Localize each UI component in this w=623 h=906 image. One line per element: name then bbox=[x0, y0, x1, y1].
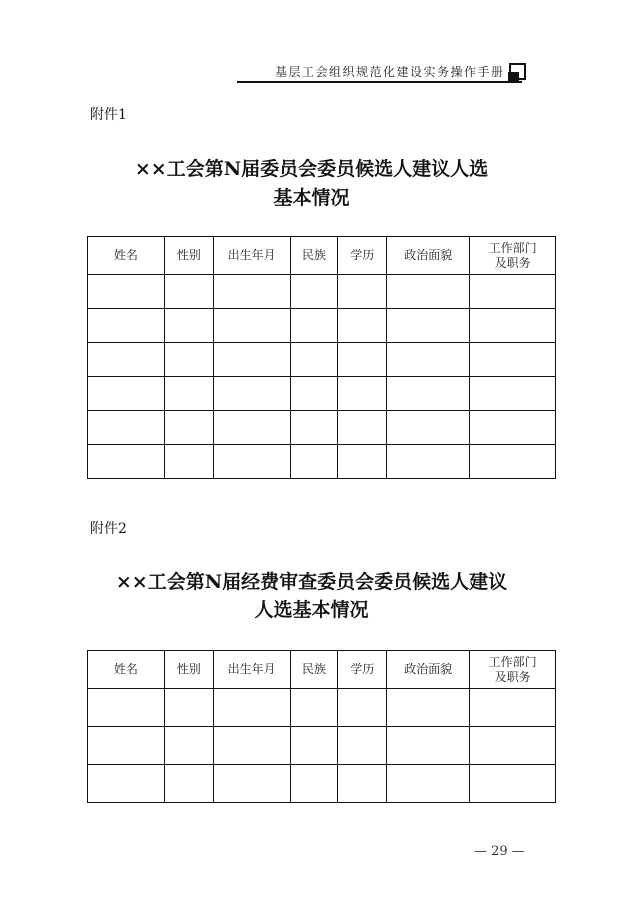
col-ethnicity: 民族 bbox=[290, 237, 338, 275]
table-row bbox=[88, 411, 556, 445]
table-cell[interactable] bbox=[88, 411, 165, 445]
table-cell[interactable] bbox=[470, 765, 556, 803]
header-rule bbox=[237, 81, 522, 83]
table-header-row bbox=[88, 651, 556, 689]
table-cell[interactable] bbox=[387, 765, 470, 803]
col-ethnicity: 民族 bbox=[290, 651, 338, 689]
table-cell[interactable] bbox=[387, 309, 470, 343]
table-cell[interactable] bbox=[290, 411, 338, 445]
attachment-2-label: 附件2 bbox=[90, 521, 127, 537]
table-cell[interactable] bbox=[164, 765, 213, 803]
table-cell[interactable] bbox=[387, 445, 470, 479]
table-cell[interactable] bbox=[290, 689, 338, 727]
attachment-1-label: 附件1 bbox=[90, 107, 127, 123]
table-cell[interactable] bbox=[88, 727, 165, 765]
table-cell[interactable] bbox=[387, 411, 470, 445]
col-position-line: 及职务 bbox=[494, 669, 531, 684]
table-cell[interactable] bbox=[88, 377, 165, 411]
table-row bbox=[88, 343, 556, 377]
table-cell[interactable] bbox=[164, 343, 213, 377]
table-cell[interactable] bbox=[387, 727, 470, 765]
table-cell[interactable] bbox=[470, 445, 556, 479]
table-cell[interactable] bbox=[213, 275, 290, 309]
table-cell[interactable] bbox=[290, 727, 338, 765]
table-cell[interactable] bbox=[290, 275, 338, 309]
table-cell[interactable] bbox=[164, 411, 213, 445]
running-header: 基层工会组织规范化建设实务操作手册 bbox=[275, 65, 505, 79]
table-cell[interactable] bbox=[213, 411, 290, 445]
table-cell[interactable] bbox=[88, 765, 165, 803]
col-name: 姓名 bbox=[88, 651, 165, 689]
table-cell[interactable] bbox=[290, 765, 338, 803]
table-cell[interactable] bbox=[213, 765, 290, 803]
table-cell[interactable] bbox=[338, 689, 387, 727]
table-cell[interactable] bbox=[88, 689, 165, 727]
table-cell[interactable] bbox=[470, 377, 556, 411]
table-cell[interactable] bbox=[470, 689, 556, 727]
table-header-row bbox=[88, 237, 556, 275]
table-cell[interactable] bbox=[213, 689, 290, 727]
table-cell[interactable] bbox=[338, 377, 387, 411]
table-cell[interactable] bbox=[387, 377, 470, 411]
table-cell[interactable] bbox=[88, 445, 165, 479]
table-cell[interactable] bbox=[338, 411, 387, 445]
table-cell[interactable] bbox=[338, 343, 387, 377]
col-political-status: 政治面貌 bbox=[387, 651, 470, 689]
table-cell[interactable] bbox=[164, 377, 213, 411]
table-cell[interactable] bbox=[213, 377, 290, 411]
table-cell[interactable] bbox=[164, 309, 213, 343]
attachment-2-title-line1: ××工会第N届经费审查委员会委员候选人建议 bbox=[115, 571, 508, 593]
col-name: 姓名 bbox=[88, 237, 165, 275]
col-gender: 性别 bbox=[164, 237, 213, 275]
table-cell[interactable] bbox=[470, 727, 556, 765]
table-cell[interactable] bbox=[290, 343, 338, 377]
table-cell[interactable] bbox=[213, 309, 290, 343]
table-cell[interactable] bbox=[470, 275, 556, 309]
table-row bbox=[88, 445, 556, 479]
table-row bbox=[88, 309, 556, 343]
table-cell[interactable] bbox=[290, 445, 338, 479]
table-cell[interactable] bbox=[213, 445, 290, 479]
table-cell[interactable] bbox=[338, 309, 387, 343]
table-row bbox=[88, 765, 556, 803]
table-cell[interactable] bbox=[164, 727, 213, 765]
table-cell[interactable] bbox=[387, 275, 470, 309]
candidate-table-1 bbox=[87, 236, 556, 479]
table-cell[interactable] bbox=[387, 343, 470, 377]
col-education: 学历 bbox=[338, 237, 387, 275]
table-cell[interactable] bbox=[338, 445, 387, 479]
table-cell[interactable] bbox=[387, 689, 470, 727]
col-position-line: 及职务 bbox=[494, 255, 531, 270]
table-cell[interactable] bbox=[290, 377, 338, 411]
col-gender: 性别 bbox=[164, 651, 213, 689]
col-political-status: 政治面貌 bbox=[387, 237, 470, 275]
table-cell[interactable] bbox=[88, 309, 165, 343]
table-row bbox=[88, 727, 556, 765]
table-cell[interactable] bbox=[338, 765, 387, 803]
table-row bbox=[88, 689, 556, 727]
table-row bbox=[88, 275, 556, 309]
table-cell[interactable] bbox=[88, 343, 165, 377]
table-cell[interactable] bbox=[213, 727, 290, 765]
table-cell[interactable] bbox=[164, 275, 213, 309]
col-department-line: 工作部门 bbox=[488, 654, 537, 669]
col-birth-date: 出生年月 bbox=[213, 651, 290, 689]
attachment-2-title-line2: 人选基本情况 bbox=[254, 599, 369, 621]
header-corner-mark-fill bbox=[508, 72, 519, 83]
table-cell[interactable] bbox=[338, 727, 387, 765]
table-cell[interactable] bbox=[164, 445, 213, 479]
table-cell[interactable] bbox=[164, 689, 213, 727]
table-row bbox=[88, 377, 556, 411]
col-education: 学历 bbox=[338, 651, 387, 689]
candidate-table-2 bbox=[87, 650, 556, 803]
page-number: — 29 — bbox=[474, 844, 525, 859]
table-cell[interactable] bbox=[470, 309, 556, 343]
table-cell[interactable] bbox=[338, 275, 387, 309]
table-cell[interactable] bbox=[470, 343, 556, 377]
table-cell[interactable] bbox=[88, 275, 165, 309]
col-department-position bbox=[470, 651, 556, 689]
table-cell[interactable] bbox=[290, 309, 338, 343]
col-birth-date: 出生年月 bbox=[213, 237, 290, 275]
col-department-line: 工作部门 bbox=[488, 240, 537, 255]
attachment-1-title-line2: 基本情况 bbox=[273, 187, 350, 209]
col-department-position bbox=[470, 237, 556, 275]
table-cell[interactable] bbox=[470, 411, 556, 445]
table-cell[interactable] bbox=[213, 343, 290, 377]
attachment-1-title-line1: ××工会第N届委员会委员候选人建议人选 bbox=[134, 158, 489, 180]
